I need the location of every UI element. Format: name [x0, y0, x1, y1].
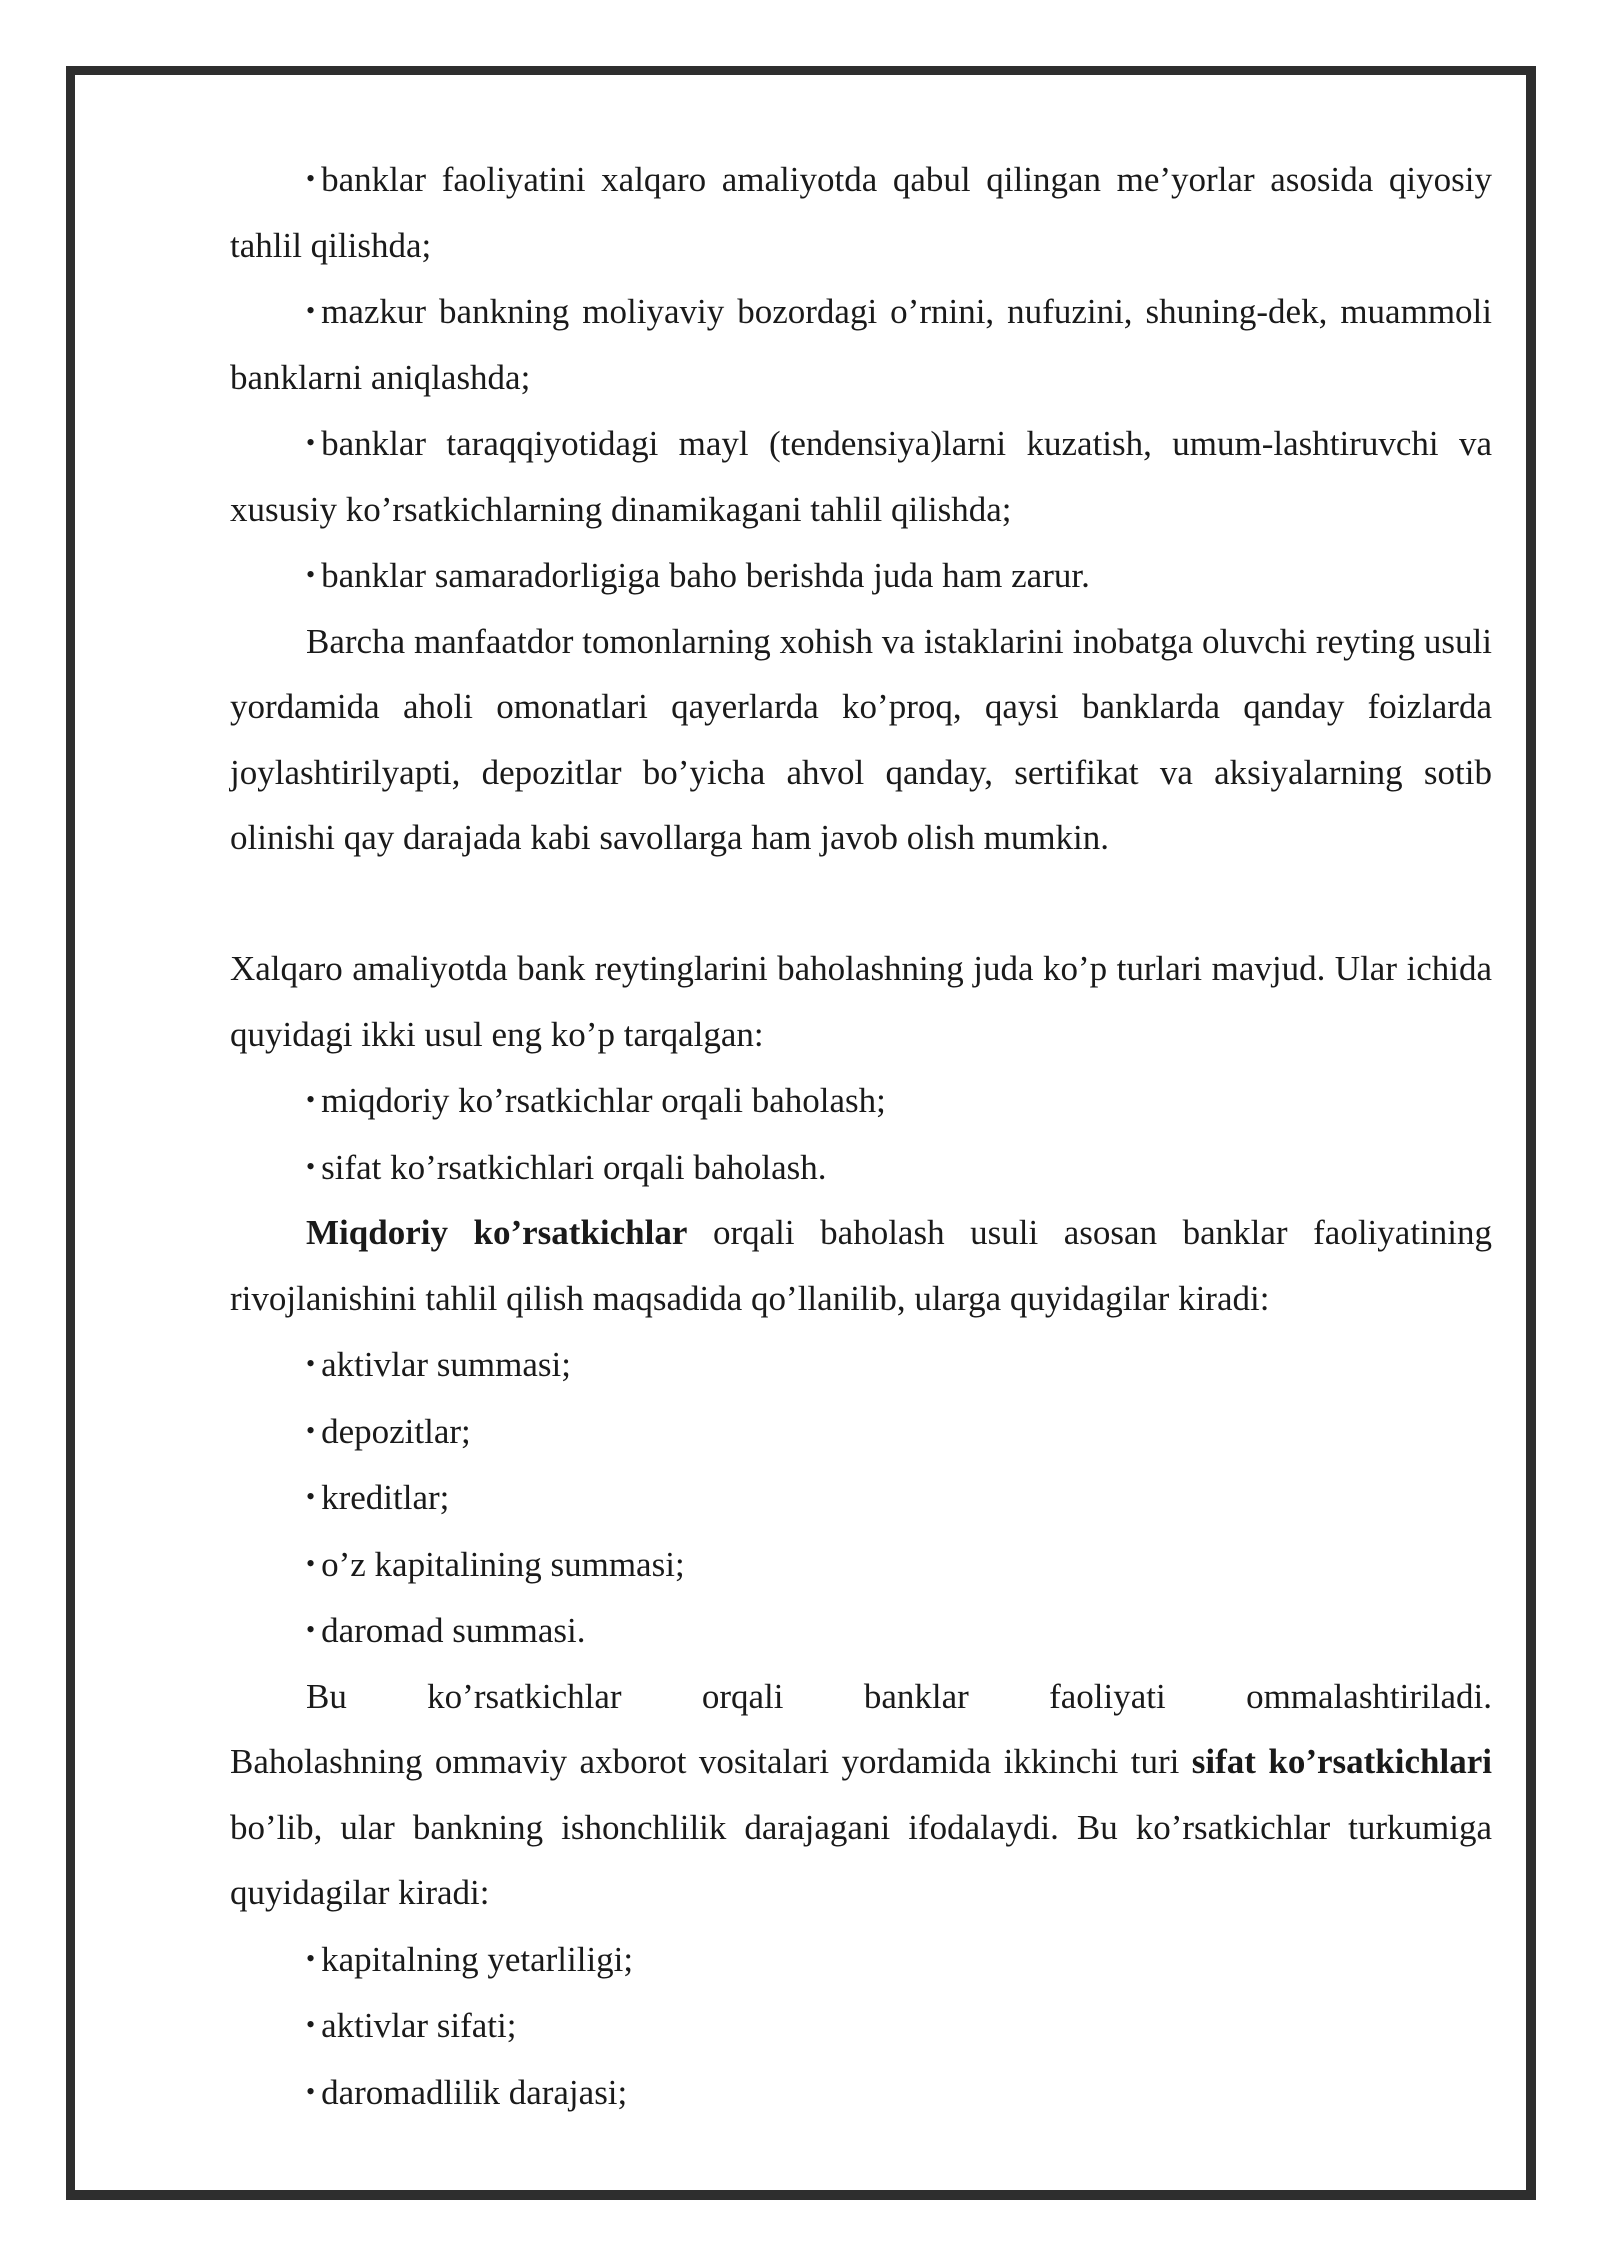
bullet-paragraph: • sifat ko’rsatkichlari orqali baholash.	[306, 1147, 827, 1187]
bullet-icon: •	[306, 1349, 316, 1378]
bullet-icon: •	[306, 1085, 316, 1114]
list-item: • kapitalning yetarliligi;	[306, 1939, 634, 1979]
bold-term: Miqdoriy ko’rsatkichlar	[306, 1213, 688, 1252]
bullet-icon: •	[306, 560, 316, 589]
bullet-icon: •	[306, 296, 316, 325]
bullet-paragraph: • miqdoriy ko’rsatkichlar orqali baholash;	[306, 1081, 886, 1120]
list-item: • daromad summasi.	[306, 1611, 586, 1650]
bullet-icon: •	[306, 1615, 316, 1644]
bullet-icon: •	[306, 1151, 316, 1181]
bullet-paragraph: • banklar faoliyatini xalqaro amaliyotda qabul qilingan me’yorlar asosida qiyosiy tahlil qilishda;	[230, 160, 1492, 265]
list-item: • depozitlar;	[306, 1411, 471, 1451]
bullet-icon: •	[306, 2010, 316, 2039]
bold-term: sifat ko’rsatkichlari	[1191, 1742, 1492, 1781]
list-item: • o’z kapitalining summasi;	[306, 1544, 685, 1584]
paragraph-gap	[230, 871, 1492, 937]
bullet-icon: •	[306, 2076, 316, 2106]
bullet-icon: •	[306, 428, 316, 457]
bullet-icon: •	[306, 164, 316, 193]
bullet-icon: •	[306, 1415, 316, 1445]
body-paragraph-line: Bu ko’rsatkichlar orqali banklar faoliyati ommalashtiriladi.	[306, 1676, 1492, 1716]
bullet-icon: •	[306, 1548, 316, 1578]
list-item: • aktivlar sifati;	[306, 2006, 517, 2045]
bullet-paragraph: • banklar samaradorligiga baho berishda juda ham zarur.	[306, 556, 1090, 595]
body-paragraph: Barcha manfaatdor tomonlarning xohish va istaklarini inobatga oluvchi reyting usuli yordamida aholi omonatlari qayerlarda ko’proq, qaysi banklarda qanday foizlarda joylashtirilyapti, depozitlar bo’yicha ahvol qanday, sertifikat va aksiyalarning sotib olinishi qay darajada kabi savollarga ham javob olish mumkin.	[230, 621, 1492, 857]
bullet-paragraph: • banklar taraqqiyotidagi mayl (tendensiya)larni kuzatish, umum-lashtiruvchi va xususiy ko’rsatkichlarning dinamikagani tahlil qilishda;	[230, 424, 1492, 529]
body-paragraph: Xalqaro amaliyotda bank reytinglarini baholashning juda ko’p turlari mavjud. Ular ichida quyidagi ikki usul eng ko’p tarqalgan:	[230, 949, 1492, 1054]
body-paragraph: Miqdoriy ko’rsatkichlar orqali baholash usuli asosan banklar faoliyatining rivojlanishini tahlil qilish maqsadida qo’llanilib, ularga quyidagilar kiradi:	[230, 1213, 1492, 1318]
bullet-icon: •	[306, 1943, 316, 1973]
list-item: • kreditlar;	[306, 1478, 450, 1517]
document-body	[230, 146, 1492, 2125]
bullet-icon: •	[306, 1482, 316, 1511]
list-item: • daromadlilik darajasi;	[306, 2072, 628, 2112]
body-paragraph: Baholashning ommaviy axborot vositalari yordamida ikkinchi turi sifat ko’rsatkichlari bo’lib, ular bankning ishonchlilik darajagani ifodalaydi. Bu ko’rsatkichlar turkumiga quyidagilar kiradi:	[230, 1742, 1492, 1912]
list-item: • aktivlar summasi;	[306, 1345, 571, 1384]
bullet-paragraph: • mazkur bankning moliyaviy bozordagi o’rnini, nufuzini, shuning-dek, muammoli banklarni aniqlashda;	[230, 292, 1492, 397]
